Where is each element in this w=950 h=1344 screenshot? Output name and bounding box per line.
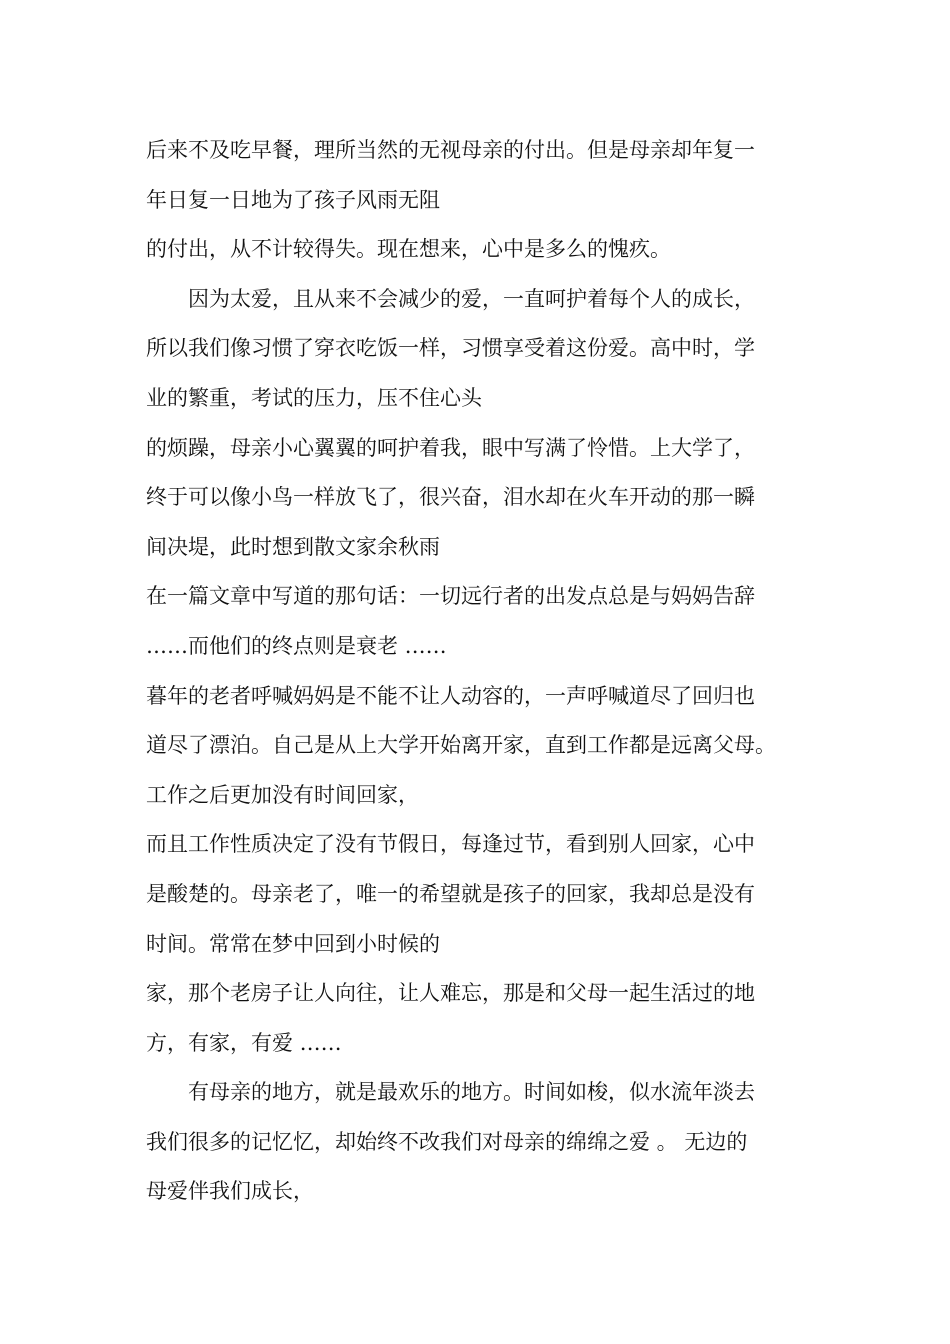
text-line-10: 在一篇文章中写道的那句话：一切远行者的出发点总是与妈妈告辞 (146, 584, 755, 609)
text-line-19: 方，有家，有爱 …… (146, 1030, 342, 1055)
text-line-17: 时间。常常在梦中回到小时候的 (146, 931, 440, 956)
text-line-9: 间决堤，此时想到散文家余秋雨 (146, 534, 440, 559)
text-line-8: 终于可以像小鸟一样放飞了，很兴奋，泪水却在火车开动的那一瞬 (146, 485, 755, 510)
body-text (146, 126, 826, 1217)
text-line-11: ……而他们的终点则是衰老 …… (146, 633, 447, 658)
text-line-6: 业的繁重，考试的压力，压不住心头 (146, 385, 482, 410)
text-line-2: 年日复一日地为了孩子风雨无阻 (146, 187, 440, 212)
text-line-14: 工作之后更加没有时间回家， (146, 782, 419, 807)
text-line-3: 的付出，从不计较得失。现在想来，心中是多么的愧疚。 (146, 237, 671, 262)
text-line-20: 有母亲的地方，就是最欢乐的地方。时间如梭，似水流年淡去 (146, 1080, 755, 1105)
text-line-1: 后来不及吃早餐，理所当然的无视母亲的付出。但是母亲却年复一 (146, 138, 755, 162)
text-line-15: 而且工作性质决定了没有节假日，每逢过节，看到别人回家，心中 (146, 832, 755, 857)
text-line-18: 家，那个老房子让人向往，让人难忘，那是和父母一起生活过的地 (146, 981, 755, 1006)
text-line-13: 道尽了漂泊。自己是从上大学开始离开家，直到工作都是远离父母。 (146, 733, 776, 758)
text-line-12: 暮年的老者呼喊妈妈是不能不让人动容的，一声呼喊道尽了回归也 (146, 683, 755, 708)
text-line-22: 母爱伴我们成长， (146, 1179, 314, 1204)
text-line-21: 我们很多的记忆忆，却始终不改我们对母亲的绵绵之爱 。 无边的 (146, 1129, 748, 1154)
text-line-7: 的烦躁，母亲小心翼翼的呵护着我，眼中写满了怜惜。上大学了， (146, 435, 755, 460)
text-line-16: 是酸楚的。母亲老了，唯一的希望就是孩子的回家，我却总是没有 (146, 881, 755, 906)
text-line-4: 因为太爱，且从来不会减少的爱，一直呵护着每个人的成长， (146, 286, 755, 311)
text-line-5: 所以我们像习惯了穿衣吃饭一样，习惯享受着这份爱。高中时，学 (146, 336, 755, 361)
